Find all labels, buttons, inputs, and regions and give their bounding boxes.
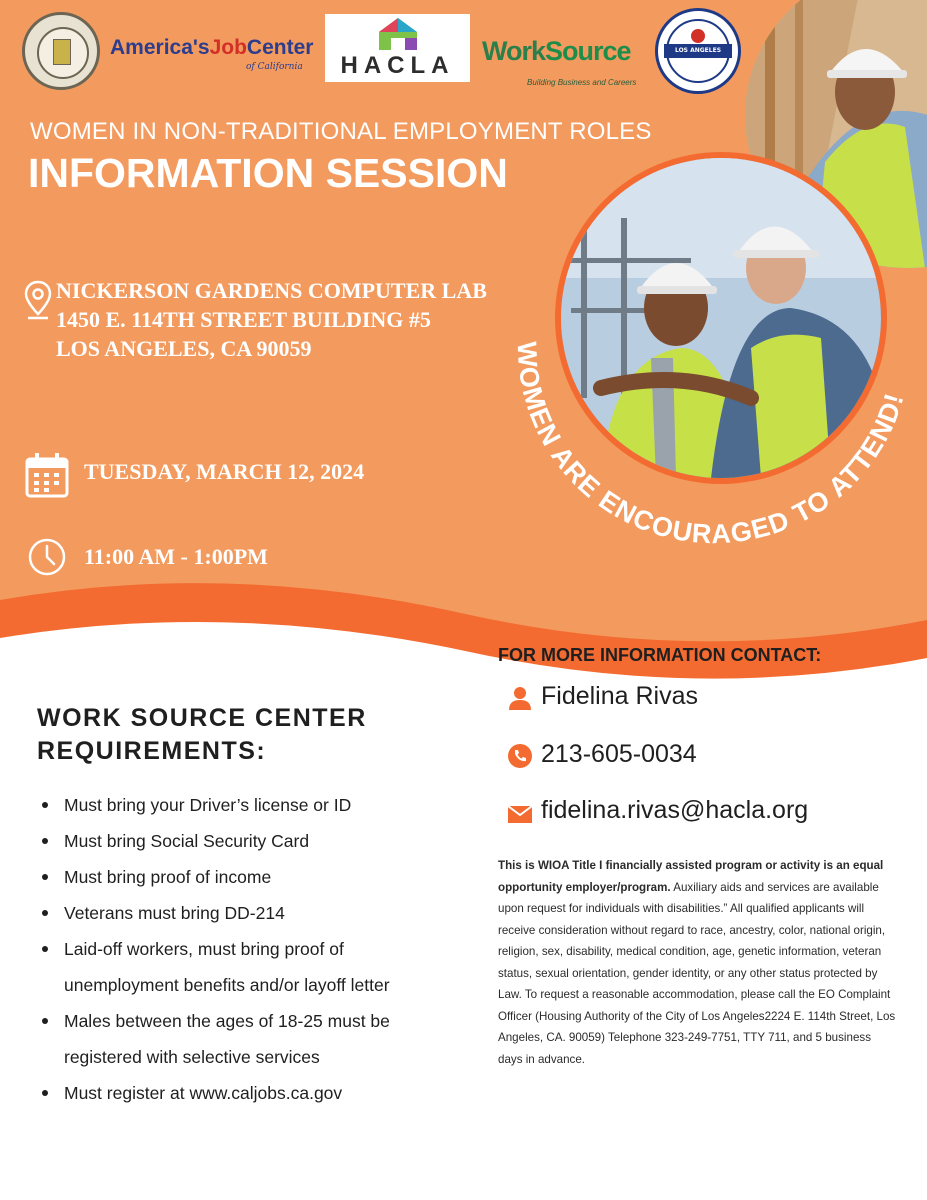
requirements-heading [37,702,367,768]
requirements-heading-line-1: WORK SOURCE CENTER [37,704,367,732]
event-time: 11:00 AM - 1:00PM [84,544,268,569]
contact-phone[interactable]: 213-605-0034 [541,740,697,768]
requirement-item: Veterans must bring DD-214 [40,895,460,931]
ewdd-logo: LOS ANGELES [655,8,741,94]
phone-icon [508,744,532,768]
hacla-logo: HACLA [325,14,470,82]
worksource-logo: WorkSource [482,36,631,66]
person-icon [508,686,532,710]
requirement-item: Laid-off workers, must bring proof of unemployment benefits and/or layoff letter [40,931,460,1003]
notice-bold-text: This is WIOA Title I financially assisted program or activity is an equal opportunity employer/program. [498,859,884,894]
event-address [56,276,487,363]
requirement-item: Must register at www.caljobs.ca.gov [40,1075,460,1111]
location-pin-icon [24,280,52,320]
requirement-item: Must bring Social Security Card [40,823,460,859]
americas-job-center-logo: America'sJobCenter [110,36,314,59]
requirements-heading-line-2: REQUIREMENTS: [37,737,267,765]
address-line-1: NICKERSON GARDENS COMPUTER LAB [56,278,487,303]
svg-text:WOMEN ARE ENCOURAGED TO ATTEND [512,341,910,549]
contact-name: Fidelina Rivas [541,682,699,710]
americas-job-center-tagline: of California [246,62,303,72]
requirement-item: Males between the ages of 18-25 must be registered with selective services [40,1003,460,1075]
equal-opportunity-notice [498,855,898,1070]
city-of-los-angeles-seal-logo [22,12,100,90]
requirement-item: Must bring proof of income [40,859,460,895]
encouragement-arc-text [470,280,927,580]
notice-body-text: Auxiliary aids and services are available upon request for individuals with disabilities.” All qualified applicants will receive consideration without regard to race, ancestry, color, national origin, religion, sex, disability, medical condition, age, genetic information, veteran status, sexual orientation, gender identity, or any other status protected by Law. To request a reasonable accommodation, please call the EO Complaint Officer (Housing Authority of the City of Los Angeles2224 E. 114th Street, Los Angeles, CA. 90059) Telephone 323-249-7751, TTY 711, and 5 business days in advance. [498,880,896,1066]
calendar-icon [25,452,69,498]
address-line-2: 1450 E. 114TH STREET BUILDING #5 [56,307,431,332]
address-line-3: LOS ANGELES, CA 90059 [56,336,312,361]
event-subtitle: WOMEN IN NON-TRADITIONAL EMPLOYMENT ROLES [30,118,652,145]
requirement-item: Must bring your Driver’s license or ID [40,787,460,823]
hacla-house-icon [379,18,417,50]
requirements-list [40,787,460,1111]
event-title: INFORMATION SESSION [28,150,508,196]
clock-icon [27,537,67,577]
event-date: TUESDAY, MARCH 12, 2024 [84,459,365,484]
worksource-tagline: Building Business and Careers [527,78,637,87]
envelope-icon [508,802,532,826]
arc-text-path: WOMEN ARE ENCOURAGED TO ATTEND! [511,340,910,550]
contact-email[interactable]: fidelina.rivas@hacla.org [541,796,809,824]
contact-heading: FOR MORE INFORMATION CONTACT: [498,645,822,665]
